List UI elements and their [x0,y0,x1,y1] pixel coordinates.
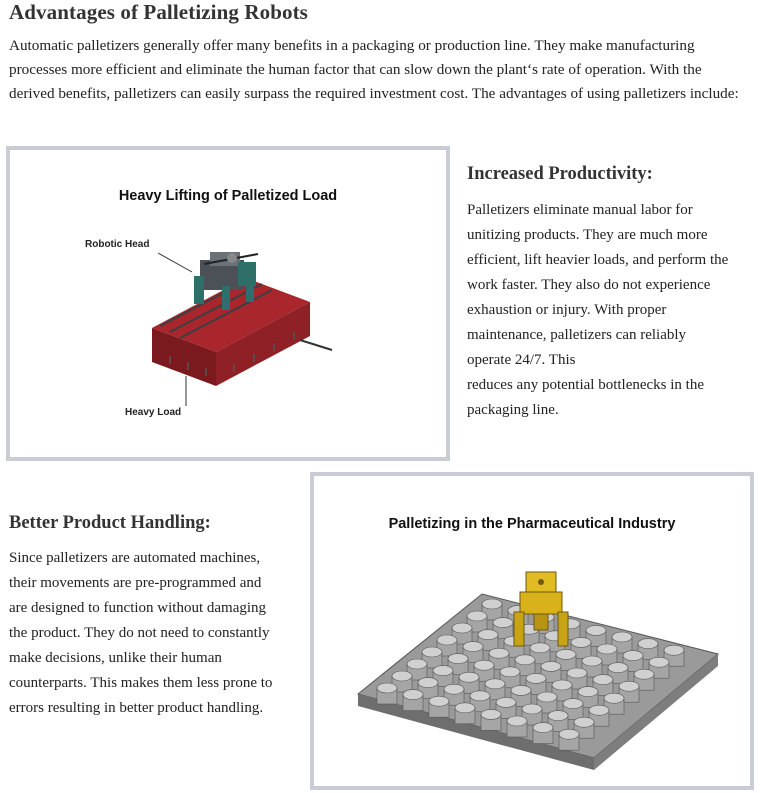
canister-top [403,690,423,700]
text-line: efficient, lift heavier loads, and perform the [467,252,729,268]
canister-top [578,687,598,697]
canister-top [496,697,516,707]
canister-top [422,647,442,657]
text-line: operate 24/7. This [467,352,576,368]
canister-top [608,663,628,673]
canister-top [589,705,609,715]
side-rod [300,340,332,350]
text-line: Palletizers eliminate manual labor for [467,202,693,218]
text-line: packaging line. [467,402,559,418]
intro-paragraph: Automatic palletizers generally offer many benefits in a packaging or production line. They make manufacturing processes more efficient and eliminate the human factor that can slow down the plant‘s rate of operation. With the derived benefits, palletizers can easily surpass the required investment cost. The advantages of using palletizers include: [9,37,739,102]
canister-top [533,723,553,733]
canister-top [448,654,468,664]
canister-top [548,711,568,721]
text-line: unitizing products. They are much more [467,227,708,243]
canister-top [463,642,483,652]
text-line: Since palletizers are automated machines, [9,550,261,566]
canister-top [526,673,546,683]
text-line: exhaustion or injury. With proper [467,302,667,318]
canister-top [649,657,669,667]
handling-paragraph [9,546,309,721]
canister-top [604,693,624,703]
canister-top [582,656,602,666]
text-line: make decisions, unlike their human [9,650,222,666]
canister-top [597,644,617,654]
figure-title: Palletizing in the Pharmaceutical Industry [388,516,676,532]
robotic-head-label: Robotic Head [85,239,150,250]
canister-top [489,648,509,658]
canister-top [612,632,632,642]
canister-top [530,643,550,653]
text-line: counterparts. This makes them less prone to [9,675,273,691]
figure-title: Heavy Lifting of Palletized Load [118,188,338,204]
canister-top [485,679,505,689]
canister-top [522,704,542,714]
canister-top [482,599,502,609]
canister-top [452,623,472,633]
canister-top [559,729,579,739]
handling-heading: Better Product Handling: [9,513,211,533]
canister-top [459,672,479,682]
canister-top [563,699,583,709]
canister-top [467,611,487,621]
canister-top [500,667,520,677]
palletizer-illustration [10,150,446,457]
canister-top [418,678,438,688]
canister-top [507,716,527,726]
canister-top [437,635,457,645]
canister-top [392,671,412,681]
text-line: work faster. They also do not experience [467,277,711,293]
canister-top [571,637,591,647]
text-line: errors resulting in better product handling. [9,700,264,716]
canister-top [593,675,613,685]
canister-top [537,692,557,702]
canister-top [493,618,513,628]
canister-top [515,655,535,665]
text-line: the product. They do not need to constantly [9,625,270,641]
canister-top [541,661,561,671]
canister-top [634,669,654,679]
canister-top [623,651,643,661]
canister-top [433,666,453,676]
canister-top [638,639,658,649]
text-line: maintenance, palletizers can reliably [467,327,687,343]
productivity-paragraph [467,198,757,423]
robotic-head [194,252,258,310]
text-line: their movements are pre-programmed and [9,575,262,591]
canister-top [619,681,639,691]
canister-top [444,684,464,694]
text-line: are designed to function without damaging [9,600,267,616]
canister-top [377,683,397,693]
head-leader-line [158,253,192,272]
canister-top [511,685,531,695]
text-line: reduces any potential bottlenecks in the [467,377,705,393]
heavy-lifting-figure [6,146,450,461]
canister-top [455,703,475,713]
canister-top [470,691,490,701]
heavy-load-label: Heavy Load [125,407,182,418]
canister-top [407,659,427,669]
page-title: Advantages of Palletizing Robots [9,0,308,24]
canister-top [574,717,594,727]
canister-top [556,649,576,659]
pharmaceutical-figure [310,472,754,790]
canister-top [481,709,501,719]
canister-top [567,668,587,678]
canister-top [586,625,606,635]
canister-top [429,696,449,706]
canister-top [664,645,684,655]
canister-top [552,680,572,690]
canister-top [474,660,494,670]
pharma-palletizer-illustration [314,476,750,786]
productivity-heading: Increased Productivity: [467,164,653,184]
canister-top [478,630,498,640]
